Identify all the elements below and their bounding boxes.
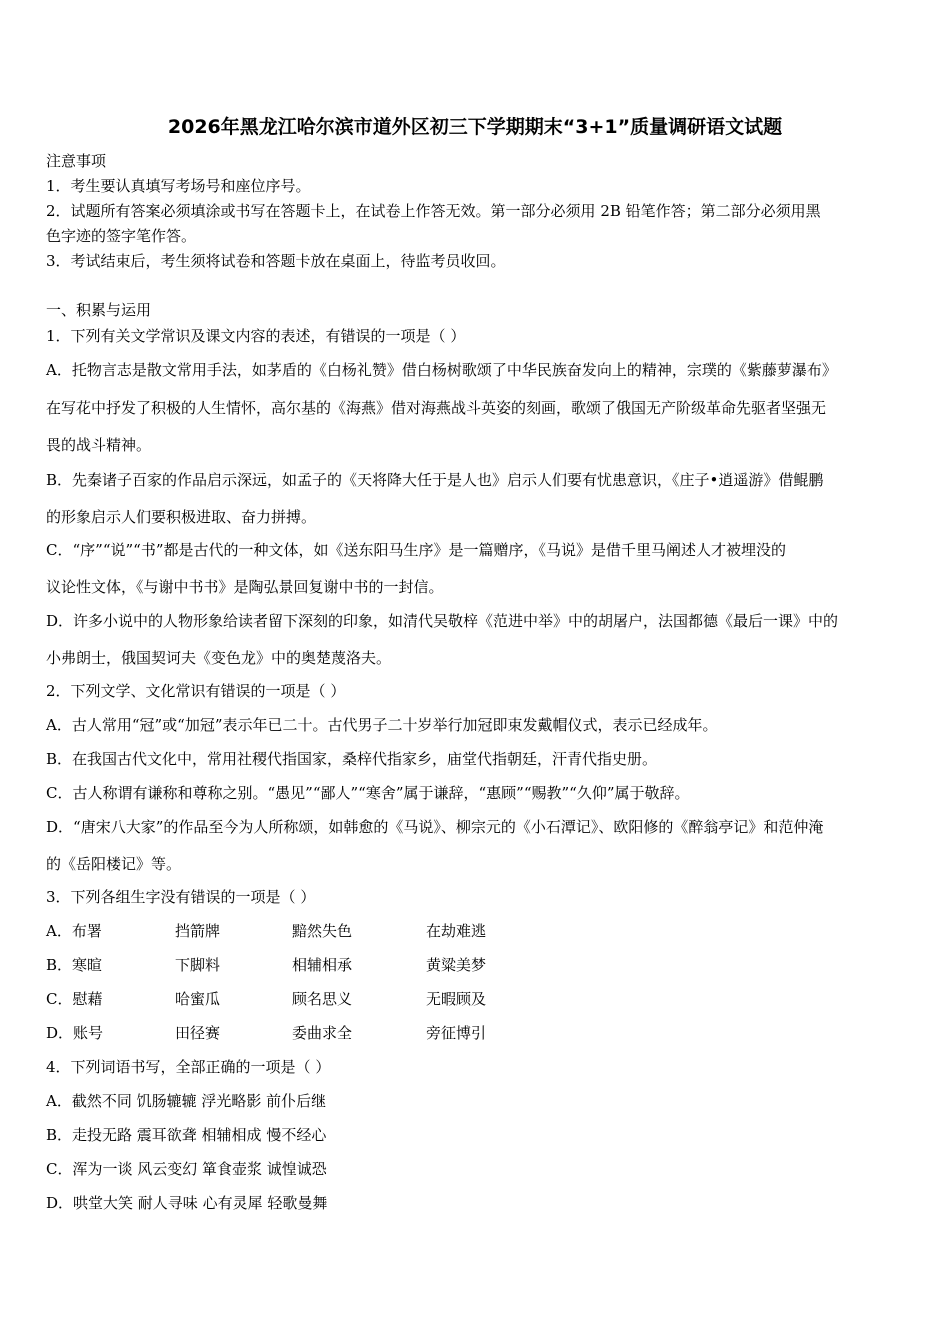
option-word: 黯然失色 xyxy=(292,922,353,940)
notice-heading: 注意事项 xyxy=(46,152,107,170)
option-line: A．托物言志是散文常用手法，如茅盾的《白杨礼赞》借白杨树歌颂了中华民族奋发向上的精神，宗璞的《紫藤萝瀑布》 xyxy=(46,361,837,379)
question-stem: 1．下列有关文学常识及课文内容的表述，有错误的一项是（ ） xyxy=(46,327,466,345)
option-line: 小弗朗士，俄国契诃夫《变色龙》中的奥楚蔑洛夫。 xyxy=(46,649,392,667)
option-line: D．哄堂大笑 耐人寻味 心有灵犀 轻歌曼舞 xyxy=(46,1194,328,1212)
option-line: C．“序”“说”“书”都是古代的一种文体，如《送东阳马生序》是一篇赠序，《马说》是借千里马阐述人才被埋没的 xyxy=(46,541,786,559)
option-line: D．许多小说中的人物形象给读者留下深刻的印象，如清代吴敬梓《范进中举》中的胡屠户，法国都德《最后一课》中的 xyxy=(46,612,839,630)
option-word: 黄粱美梦 xyxy=(426,956,487,974)
notice-item: 1．考生要认真填写考场号和座位序号。 xyxy=(46,177,311,195)
option-label: A．布署 xyxy=(46,922,102,940)
option-word: 田径赛 xyxy=(175,1024,221,1042)
option-line: B．先秦诸子百家的作品启示深远，如孟子的《天将降大任于是人也》启示人们要有忧患意识，《庄子•逍遥游》借鲲鹏 xyxy=(46,471,824,489)
option-word: 顾名思义 xyxy=(292,990,353,1008)
option-word: 无暇顾及 xyxy=(426,990,487,1008)
option-word: 在劫难逃 xyxy=(426,922,487,940)
option-word: 挡箭牌 xyxy=(175,922,221,940)
option-line: B．走投无路 震耳欲聋 相辅相成 慢不经心 xyxy=(46,1126,327,1144)
question-stem: 2．下列文学、文化常识有错误的一项是（ ） xyxy=(46,682,346,700)
option-word: 下脚料 xyxy=(175,956,221,974)
option-line: A．截然不同 饥肠辘辘 浮光略影 前仆后继 xyxy=(46,1092,327,1110)
notice-item: 3．考试结束后，考生须将试卷和答题卡放在桌面上，待监考员收回。 xyxy=(46,252,506,270)
option-label: C．慰藉 xyxy=(46,990,103,1008)
option-line: 的形象启示人们要积极进取、奋力拼搏。 xyxy=(46,508,317,526)
option-line: B．在我国古代文化中，常用社稷代指国家，桑梓代指家乡，庙堂代指朝廷，汗青代指史册。 xyxy=(46,750,658,768)
option-label: D．账号 xyxy=(46,1024,104,1042)
option-label: B．寒暄 xyxy=(46,956,103,974)
notice-item: 2．试题所有答案必须填涂或书写在答题卡上，在试卷上作答无效。第一部分必须用 2B 铅笔作答；第二部分必须用黑 xyxy=(46,202,821,220)
option-line: 在写花中抒发了积极的人生情怀，高尔基的《海燕》借对海燕战斗英姿的刻画，歌颂了俄国无产阶级革命先驱者坚强无 xyxy=(46,399,827,417)
option-line: 畏的战斗精神。 xyxy=(46,436,152,454)
question-stem: 4．下列词语书写，全部正确的一项是（ ） xyxy=(46,1058,331,1076)
notice-item: 色字迹的签字笔作答。 xyxy=(46,227,197,245)
page-title: 2026年黑龙江哈尔滨市道外区初三下学期期末“3+1”质量调研语文试题 xyxy=(167,116,783,138)
option-word: 哈蜜瓜 xyxy=(175,990,221,1008)
question-stem: 3．下列各组生字没有错误的一项是（ ） xyxy=(46,888,316,906)
option-line: 议论性文体，《与谢中书书》是陶弘景回复谢中书的一封信。 xyxy=(46,578,444,596)
option-line: 的《岳阳楼记》等。 xyxy=(46,855,182,873)
option-word: 委曲求全 xyxy=(292,1024,353,1042)
option-line: C．古人称谓有谦称和尊称之别。“愚见”“鄙人”“寒舍”属于谦辞，“惠顾”“赐教”“久仰”属于敬辞。 xyxy=(46,784,690,802)
option-word: 旁征博引 xyxy=(426,1024,487,1042)
section-heading: 一、积累与运用 xyxy=(46,301,152,319)
option-word: 相辅相承 xyxy=(292,956,353,974)
option-line: A．古人常用“冠”或“加冠”表示年已二十。古代男子二十岁举行加冠即束发戴帽仪式，表示已经成年。 xyxy=(46,716,718,734)
option-line: C．浑为一谈 风云变幻 箪食壶浆 诚惶诚恐 xyxy=(46,1160,327,1178)
option-line: D．“唐宋八大家”的作品至今为人所称颂，如韩愈的《马说》、柳宗元的《小石潭记》、欧阳修的《醉翁亭记》和范仲淹 xyxy=(46,818,824,836)
